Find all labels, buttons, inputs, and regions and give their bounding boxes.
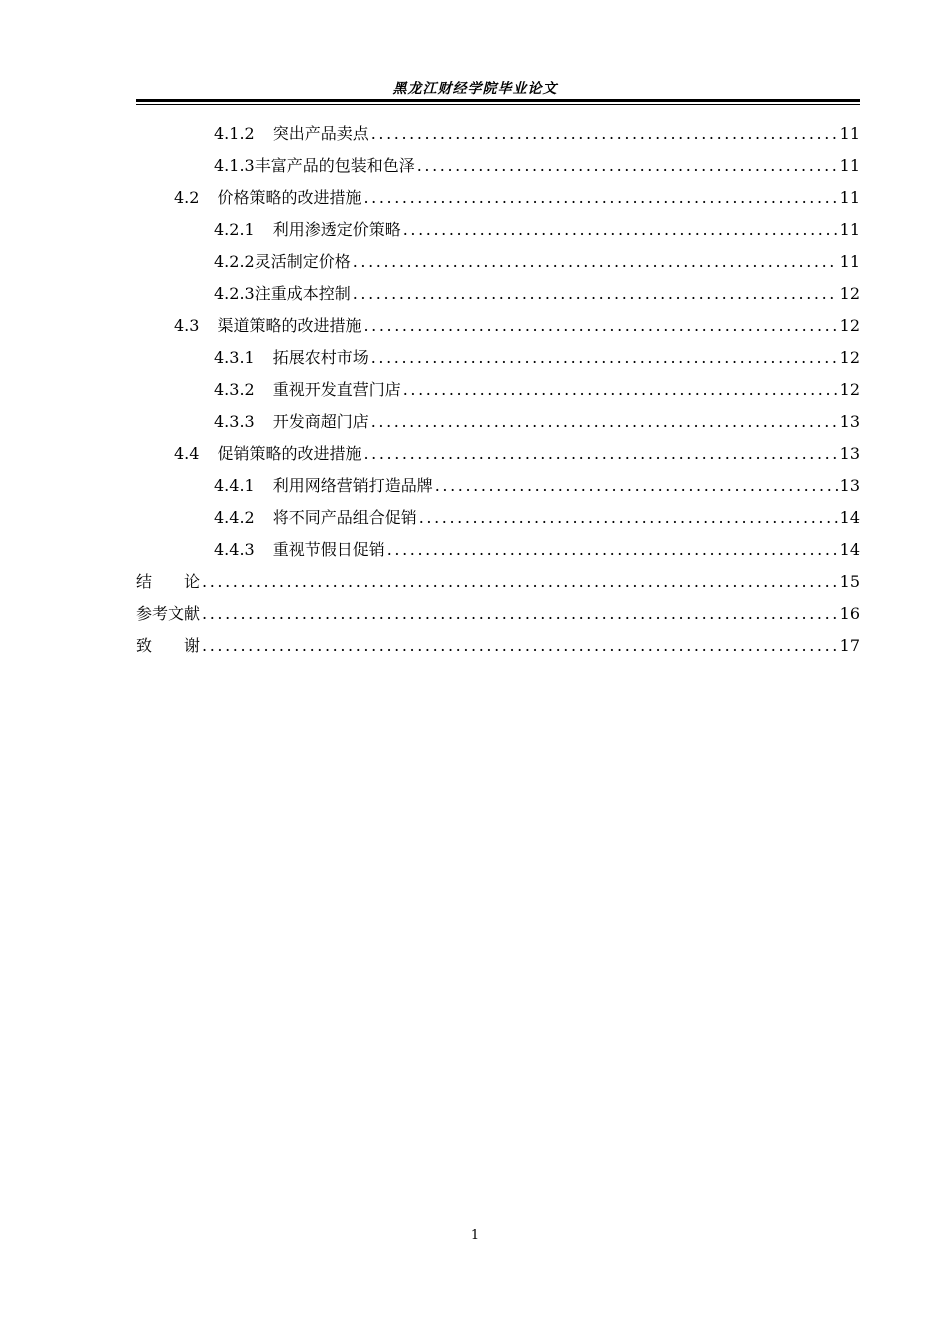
running-header-title: 黑龙江财经学院毕业论文 <box>392 81 558 97</box>
toc-entry-page: 12 <box>839 316 860 335</box>
toc-entry-page: 13 <box>839 476 860 495</box>
toc-entry-page: 15 <box>839 572 860 591</box>
toc-entry-number: 4.2.2 <box>214 252 255 271</box>
toc-entry-page: 17 <box>839 636 860 655</box>
toc-leader-dots <box>202 598 838 630</box>
toc-entry-title: 灵活制定价格 <box>254 252 351 271</box>
toc-entry[interactable] <box>136 566 860 598</box>
toc-leader-dots <box>403 214 838 246</box>
toc-entry-title: 价格策略的改进措施 <box>217 188 362 207</box>
toc-entry-page: 13 <box>839 444 860 463</box>
toc-entry[interactable] <box>136 310 860 342</box>
toc-leader-dots <box>371 406 838 438</box>
toc-entry-number: 4.4.1 <box>214 476 255 495</box>
toc-entry[interactable] <box>136 438 860 470</box>
toc-entry-page: 14 <box>839 508 860 527</box>
toc-leader-dots <box>435 470 838 502</box>
toc-entry-page: 11 <box>839 220 860 239</box>
toc-entry-number: 4.3 <box>174 316 200 335</box>
toc-entry-title: 重视开发直营门店 <box>272 380 401 399</box>
toc-entry-number: 4.3.1 <box>214 348 255 367</box>
toc-entry[interactable] <box>136 630 860 662</box>
toc-entry-title: 利用网络营销打造品牌 <box>272 476 433 495</box>
toc-entry[interactable] <box>136 502 860 534</box>
header-rule-thin <box>136 104 860 105</box>
toc-entry[interactable] <box>136 406 860 438</box>
page-number: 1 <box>470 1228 480 1243</box>
toc-entry-title: 利用渗透定价策略 <box>272 220 401 239</box>
toc-entry-title: 丰富产品的包装和色泽 <box>254 156 415 175</box>
toc-entry[interactable] <box>136 470 860 502</box>
toc-entry-title: 开发商超门店 <box>272 412 369 431</box>
toc-leader-dots <box>353 246 838 278</box>
toc-leader-dots <box>363 310 837 342</box>
toc-entry[interactable] <box>136 278 860 310</box>
toc-entry-number: 4.2.3 <box>214 284 255 303</box>
toc-entry-number: 4.2 <box>174 188 200 207</box>
toc-entry-number: 4.4 <box>174 444 200 463</box>
toc-leader-dots <box>419 502 838 534</box>
toc-entry[interactable] <box>136 598 860 630</box>
toc-entry-number: 4.4.2 <box>214 508 255 527</box>
toc-entry-page: 11 <box>839 188 860 207</box>
toc-entry[interactable] <box>136 214 860 246</box>
toc-entry-title: 重视节假日促销 <box>272 540 385 559</box>
toc-entry-page: 11 <box>839 252 860 271</box>
toc-entry-page: 12 <box>839 380 860 399</box>
toc-leader-dots <box>202 630 838 662</box>
toc-entry[interactable] <box>136 246 860 278</box>
toc-leader-dots <box>371 342 838 374</box>
toc-entry[interactable] <box>136 342 860 374</box>
toc-leader-dots <box>403 374 838 406</box>
toc-entry-page: 14 <box>839 540 860 559</box>
toc-entry-page: 11 <box>839 124 860 143</box>
toc-entry-page: 13 <box>839 412 860 431</box>
toc-entry-title: 渠道策略的改进措施 <box>217 316 362 335</box>
toc-entry-title: 促销策略的改进措施 <box>217 444 362 463</box>
toc-entry[interactable] <box>136 374 860 406</box>
toc-entry-title: 突出产品卖点 <box>272 124 369 143</box>
toc-entry-number: 4.3.3 <box>214 412 255 431</box>
toc-leader-dots <box>371 118 838 150</box>
toc-leader-dots <box>363 182 837 214</box>
toc-entry-number: 4.3.2 <box>214 380 255 399</box>
toc-entry-title: 注重成本控制 <box>254 284 351 303</box>
toc-entry-page: 12 <box>839 348 860 367</box>
toc-leader-dots <box>417 150 838 182</box>
toc-entry-page: 12 <box>839 284 860 303</box>
toc-entry-number: 4.1.3 <box>214 156 255 175</box>
toc-leader-dots <box>363 438 837 470</box>
toc-entry-title: 结 论 <box>136 572 201 591</box>
toc-entry[interactable] <box>136 118 860 150</box>
toc-entry-page: 11 <box>839 156 860 175</box>
toc-entry[interactable] <box>136 534 860 566</box>
toc-leader-dots <box>202 566 838 598</box>
toc-entry-title: 拓展农村市场 <box>272 348 369 367</box>
toc-entry-number: 4.4.3 <box>214 540 255 559</box>
toc-entry-title: 参考文献 <box>136 604 201 623</box>
table-of-contents <box>136 118 860 662</box>
toc-entry-number: 4.1.2 <box>214 124 255 143</box>
toc-entry-title: 将不同产品组合促销 <box>272 508 417 527</box>
toc-entry[interactable] <box>136 182 860 214</box>
header-rule-thick <box>136 99 860 102</box>
toc-entry-number: 4.2.1 <box>214 220 255 239</box>
toc-entry-page: 16 <box>839 604 860 623</box>
toc-entry-title: 致 谢 <box>136 636 201 655</box>
toc-leader-dots <box>387 534 838 566</box>
toc-leader-dots <box>353 278 838 310</box>
toc-entry[interactable] <box>136 150 860 182</box>
